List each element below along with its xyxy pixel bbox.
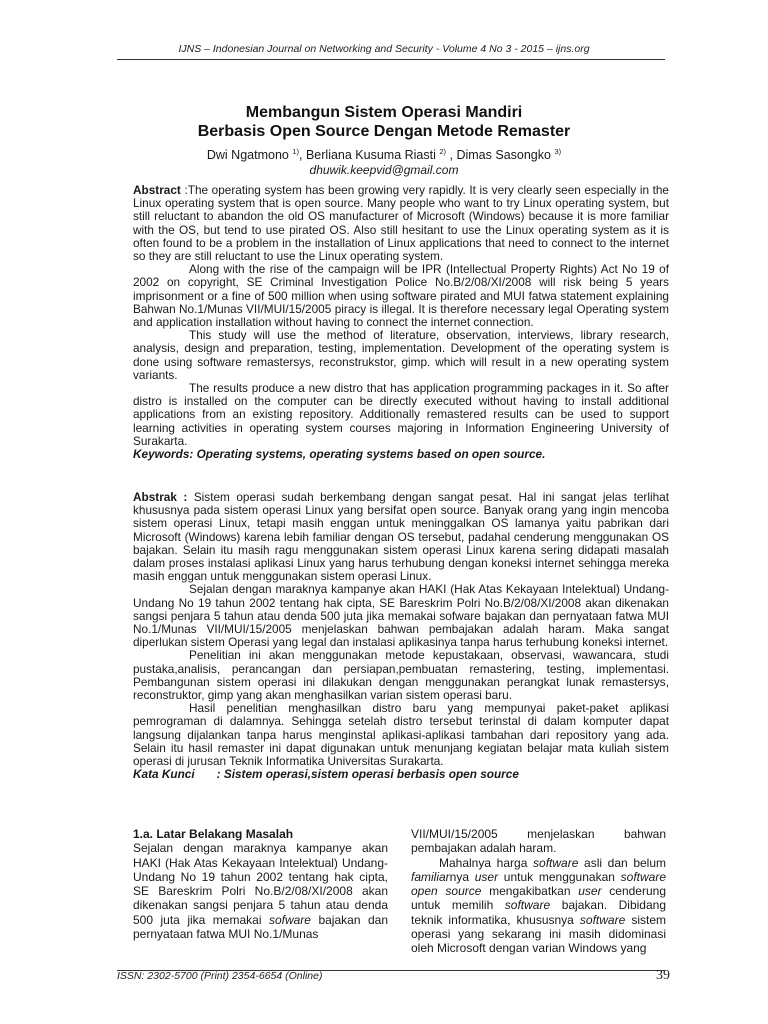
author-3: , Dimas Sasongko [446,148,551,162]
abstract-indonesian [133,491,669,781]
keywords-english: Keywords: Operating systems, operating systems based on open source. [133,447,546,462]
body-right-paragraph-2: Mahalnya harga software asli dan belum familiarnya user untuk menggunakan software open source mengakibatkan user cenderung untuk memilih software bajakan. Dibidang teknik informatika, khususnya software sistem operasi yang sekarang ini masih didominasi oleh Microsoft dengan varian Windows yang [411,855,667,956]
abstract-en-p4: The results produce a new distro that has application programming packages in it. So after distro is installed on the computer can be directly executed without having to install additional applications from an existing repository. Additionally remastered results can be used to support learning activities in operating system courses majoring in Information Engineering University of Surakarta. [133,381,669,448]
abstract-english [133,184,669,461]
author-1-affil: 1) [292,147,300,156]
abstract-id-p2: Sejalan dengan maraknya kampanye akan HAKI (Hak Atas Kekayaan Intelektual) Undang-Undang No 19 tahun 2002 tentang hak cipta, SE Bareskrim Polri No.B/2/08/XI/2008 akan dikenakan sangsi penjara 5 tahun atau denda 500 juta jika memakai sofware bajakan dan pernyataan fatwa MUI No.1/Munas VII/MUI/15/2005 menjelaskan bahwan pembajakan adalah haram. Maka sangat diperlukan sistem Operasi yang legal dan instalasi aplikasinya tanpa harus terhubung koneksi internet. [133,582,669,650]
body-column-left [133,827,388,941]
body-right-paragraph-1: VII/MUI/15/2005 menjelaskan bahwan pembajakan adalah haram. [411,827,666,856]
page-number: 39 [656,968,670,983]
paper-title-line-2: Berbasis Open Source Dengan Metode Remaster [197,123,571,140]
author-3-affil: 3) [554,147,562,156]
title-block [90,103,678,177]
running-header: IJNS – Indonesian Journal on Networking and Security - Volume 4 No 3 - 2015 – ijns.org [178,43,590,55]
issn-footer: ISSN: 2302-5700 (Print) 2354-6654 (Online) [117,970,323,982]
author-2-affil: 2) [439,147,447,156]
author-list [90,144,678,163]
abstract-id-p1: Abstrak : Sistem operasi sudah berkembang dengan sangat pesat. Hal ini sangat jelas terlihat khususnya pada sistem operasi Linux yang bersifat open source. Banyak orang yang ingin mencoba sistem operasi Linux, tetapi masih enggan untuk meninggalkan OS lamanya yaitu pabrikan dari Microsoft (Windows) karena lebih familiar dengan OS tersebut, padahal cenderung menggunakan OS bajakan. Selain itu masih ragu menggunakan sistem operasi Linux karena sering didapati masalah dalam proses instalasi aplikasi Linux yang harus terhubung dengan koneksi internet sehingga mereka masih enggan untuk menggunakan sistem operasi Linux. [133,490,670,584]
abstract-id-p3: Penelitian ini akan menggunakan metode kepustakaan, observasi, wawancara, studi pustaka,analisis, perancangan dan persiapan,pembuatan remastering, testing, implementasi. Pembangunan sistem operasi ini dilakukan dengan menggunakan perangkat lunak remastersys, reconstruktor, gimp yang akan menghasilkan varian sistem operasi baru. [133,648,669,703]
author-email: dhuwik.keepvid@gmail.com [309,163,459,177]
abstract-en-p3: This study will use the method of literature, observation, interviews, library research, analysis, design and preparation, testing, implementation. Development of the operating system is done using software remastersys, reconstrukstor, gimp. which will result in a new operating system variants. [133,328,669,382]
abstrak-label: Abstrak : [133,490,188,504]
keywords-indonesian: Kata Kunci : Sistem operasi,sistem operasi berbasis open source [133,767,519,782]
author-1: Dwi Ngatmono [206,148,289,162]
abstract-label: Abstract [133,183,181,197]
section-heading: 1.a. Latar Belakang Masalah [133,827,294,841]
abstract-en-p2: Along with the rise of the campaign will be IPR (Intellectual Property Rights) Act No 19 of 2002 on copyright, SE Criminal Investigation Police No.B/2/08/XI/2008 will risk being 5 years imprisonment or a fine of 500 million when using software pirated and MUI fatwa statement explaining Bahwan No.1/Munas VII/MUI/15/2005 piracy is illegal. It is therefore necessary legal Operating system and application installation without having to connect the internet connection. [133,262,669,330]
paper-title-line-1: Membangun Sistem Operasi Mandiri [245,104,523,121]
author-2: , Berliana Kusuma Riasti [299,148,436,162]
abstract-id-p4: Hasil penelitian menghasilkan distro baru yang mempunyai paket-paket aplikasi pemrograman di dalamnya. Sehingga setelah distro tersebut terinstal di dalam komputer dapat langsung dijalankan tanpa harus menginstal aplikasi-aplikasi tambahan dari repository yang ada. Selain itu hasil remaster ini dapat digunakan untuk menunjang kegiatan belajar mata kuliah sistem operasi di jurusan Teknik Informatika Universitas Surakarta. [133,701,669,769]
body-left-paragraph: Sejalan dengan maraknya kampanye akan HAKI (Hak Atas Kekayaan Intelektual) Undang-Undang No 19 tahun 2002 tentang hak cipta, SE Bareskrim Polri No.B/2/08/XI/2008 akan dikenakan sangsi penjara 5 tahun atau denda 500 juta jika memakai sofware bajakan dan pernyataan fatwa MUI No.1/Munas [133,841,388,942]
abstract-en-p1: Abstract :The operating system has been growing very rapidly. It is very clearly seen especially in the Linux operating system that is open source. Many people who want to try Linux operating system, but still reluctant to abandon the old OS manufacturer of Microsoft (Windows) because it is more familiar with the OS, but tend to use pirated OS. Also still hesitant to use the Linux operating system as it is often found to be a problem in the installation of Linux applications that need to connect to the internet so they are still reluctant to use the Linux operating system. [133,183,669,264]
body-column-right [411,827,666,956]
header-rule [117,59,665,60]
